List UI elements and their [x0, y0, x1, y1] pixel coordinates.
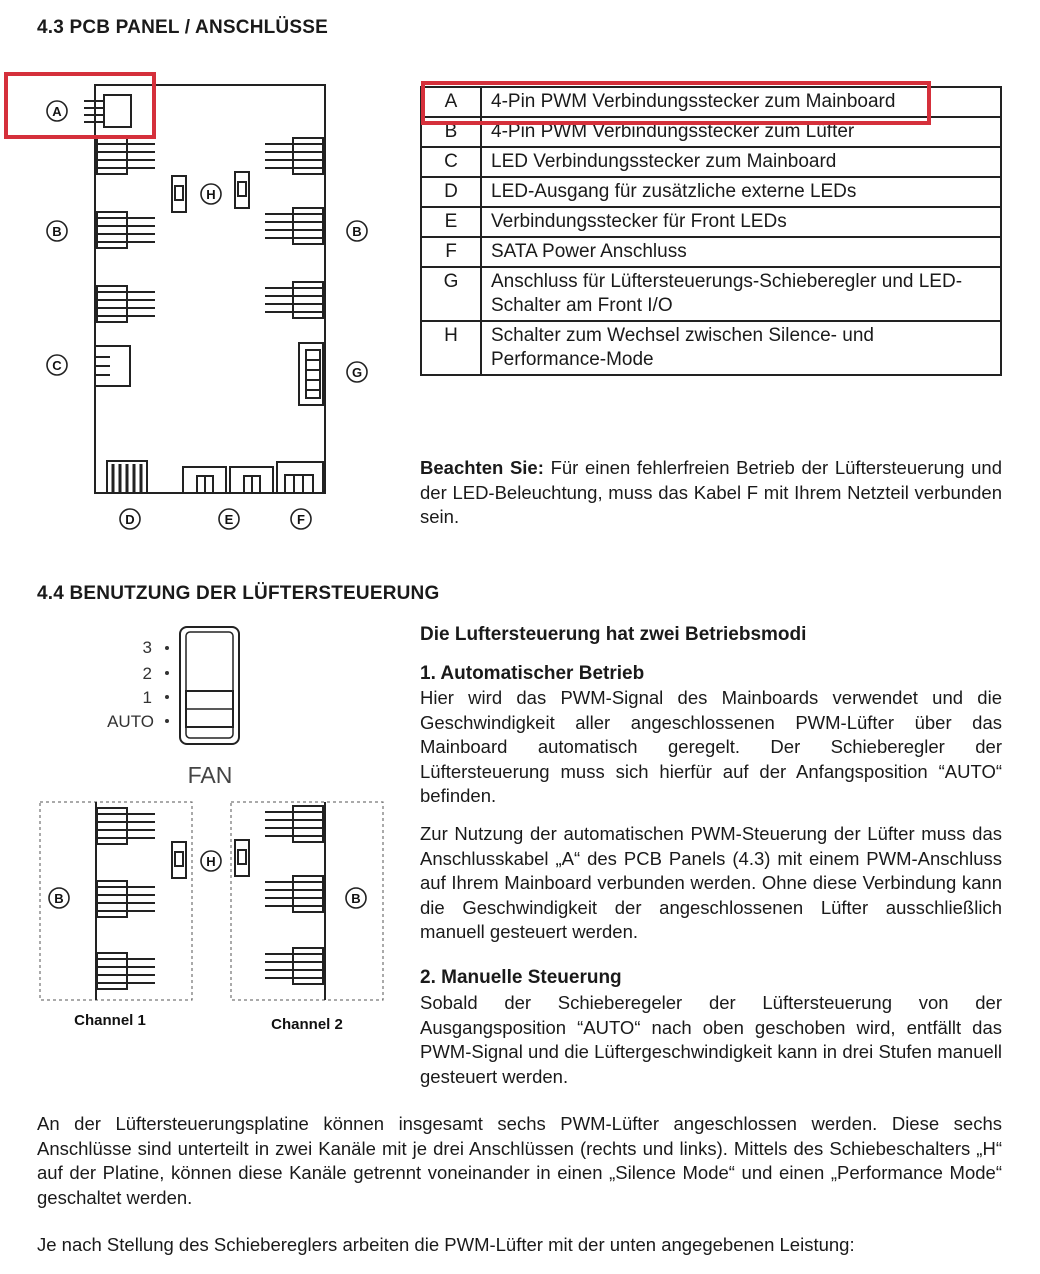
right-fan-headers	[265, 138, 323, 318]
left-fan-headers	[97, 138, 155, 322]
slider-level-3: 3	[142, 638, 152, 657]
connector-d	[107, 461, 147, 493]
slider-level-1: 1	[142, 688, 152, 707]
slider-level-auto: AUTO	[107, 712, 154, 731]
highlight-connector-a	[4, 72, 156, 139]
connector-c	[95, 346, 130, 386]
slider-level-2: 2	[142, 664, 152, 683]
label-f: F	[297, 512, 305, 527]
label-b-left: B	[52, 224, 62, 239]
channel-1-headers	[97, 808, 155, 989]
fan-slider-diagram	[0, 620, 400, 1040]
channel-2-headers	[265, 806, 323, 984]
slider-fan-label: FAN	[187, 762, 233, 788]
label-e: E	[224, 512, 234, 527]
label-g: G	[351, 365, 363, 380]
legend-row-a: A 4-Pin PWM Verbindungsstecker zum Mainboard	[421, 87, 1001, 117]
legend-row-b: B 4-Pin PWM Verbindungsstecker zum Lüfter	[421, 117, 1001, 147]
channel-label-h: H	[206, 854, 216, 869]
section-43-title: 4.3 PCB PANEL / ANSCHLÜSSE	[37, 17, 328, 38]
connector-g	[299, 343, 323, 405]
mode-2-text: Sobald der Schieberegeler der Lüftersteuerung von der Ausgangsposition “AUTO“ nach oben geschoben wird, entfällt das PWM-Signal und die Lüftergeschwindigkeit kann in drei Stufen manuell gesteuert werden.	[420, 992, 1002, 1087]
legend-row-h: H Schalter zum Wechsel zwischen Silence- und Performance-Mode	[421, 321, 1001, 375]
connector-f	[277, 462, 323, 493]
legend-row-c: C LED Verbindungsstecker zum Mainboard	[421, 147, 1001, 177]
legend-row-f: F SATA Power Anschluss	[421, 237, 1001, 267]
mode-1-text-2: Zur Nutzung der automatischen PWM-Steuerung der Lüfter muss das Anschlusskabel „A“ des PCB Panels (4.3) mit einem PWM-Anschluss auf Ihrem Mainboard verbunden werden. Ohne diese Verbindung kann die Geschwindigkeit der angeschlossenen Lüfter ausschließlich manuell gesteuert werden.	[420, 823, 1002, 942]
mode-1-text: Hier wird das PWM-Signal des Mainboards verwendet und die Geschwindigkeit aller angeschlossenen PWM-Lüfter über das Mainboard automatisch geregelt. Der Schieberegler der Lüftersteuerung muss sich hierfür auf der Anfangsposition “AUTO“ befinden.	[420, 687, 1002, 806]
label-c: C	[52, 358, 62, 373]
highlight-legend-row-a	[421, 81, 931, 125]
last-line: Je nach Stellung des Schiebereglers arbeiten die PWM-Lüfter mit der unten angegebenen Leistung:	[37, 1234, 855, 1255]
modes-heading: Die Luftersteuerung hat zwei Betriebsmodi	[420, 624, 807, 645]
pcb-note	[420, 456, 1002, 530]
legend-row-d: D LED-Ausgang für zusätzliche externe LEDs	[421, 177, 1001, 207]
mode-2-title: 2. Manuelle Steuerung	[420, 967, 622, 988]
label-h: H	[206, 187, 216, 202]
channel-label-b-left: B	[54, 891, 64, 906]
legend-row-g: G Anschluss für Lüftersteuerungs-Schieberegler und LED-Schalter am Front I/O	[421, 267, 1001, 321]
note-label: Beachten Sie:	[420, 457, 544, 478]
section-44-title: 4.4 BENUTZUNG DER LÜFTERSTEUERUNG	[37, 583, 440, 604]
label-b-right: B	[352, 224, 362, 239]
channel-1-label: Channel 1	[74, 1012, 146, 1029]
bottom-paragraph: An der Lüftersteuerungsplatine können insgesamt sechs PWM-Lüfter angeschlossen werden. Diese sechs Anschlüsse sind unterteilt in zwei Kanäle mit je drei Anschlüssen (rechts und links). Mittels des Schiebeschalters „H“ auf der Platine, können diese Kanäle getrennt voneinander in einen „Silence Mode“ und einen „Performance Mode“ geschaltet werden.	[37, 1113, 1002, 1208]
channel-2-label: Channel 2	[271, 1016, 343, 1033]
legend-row-e: E Verbindungsstecker für Front LEDs	[421, 207, 1001, 237]
label-a: A	[52, 104, 62, 119]
connector-legend-table	[420, 86, 1002, 376]
mode-1-title: 1. Automatischer Betrieb	[420, 663, 645, 684]
label-d: D	[125, 512, 135, 527]
channel-label-b-right: B	[351, 891, 361, 906]
note-text: Für einen fehlerfreien Betrieb der Lüftersteuerung und der LED-Beleuchtung, muss das Kabel F mit Ihrem Netzteil verbunden sein.	[420, 457, 1002, 527]
connector-e	[183, 467, 273, 493]
